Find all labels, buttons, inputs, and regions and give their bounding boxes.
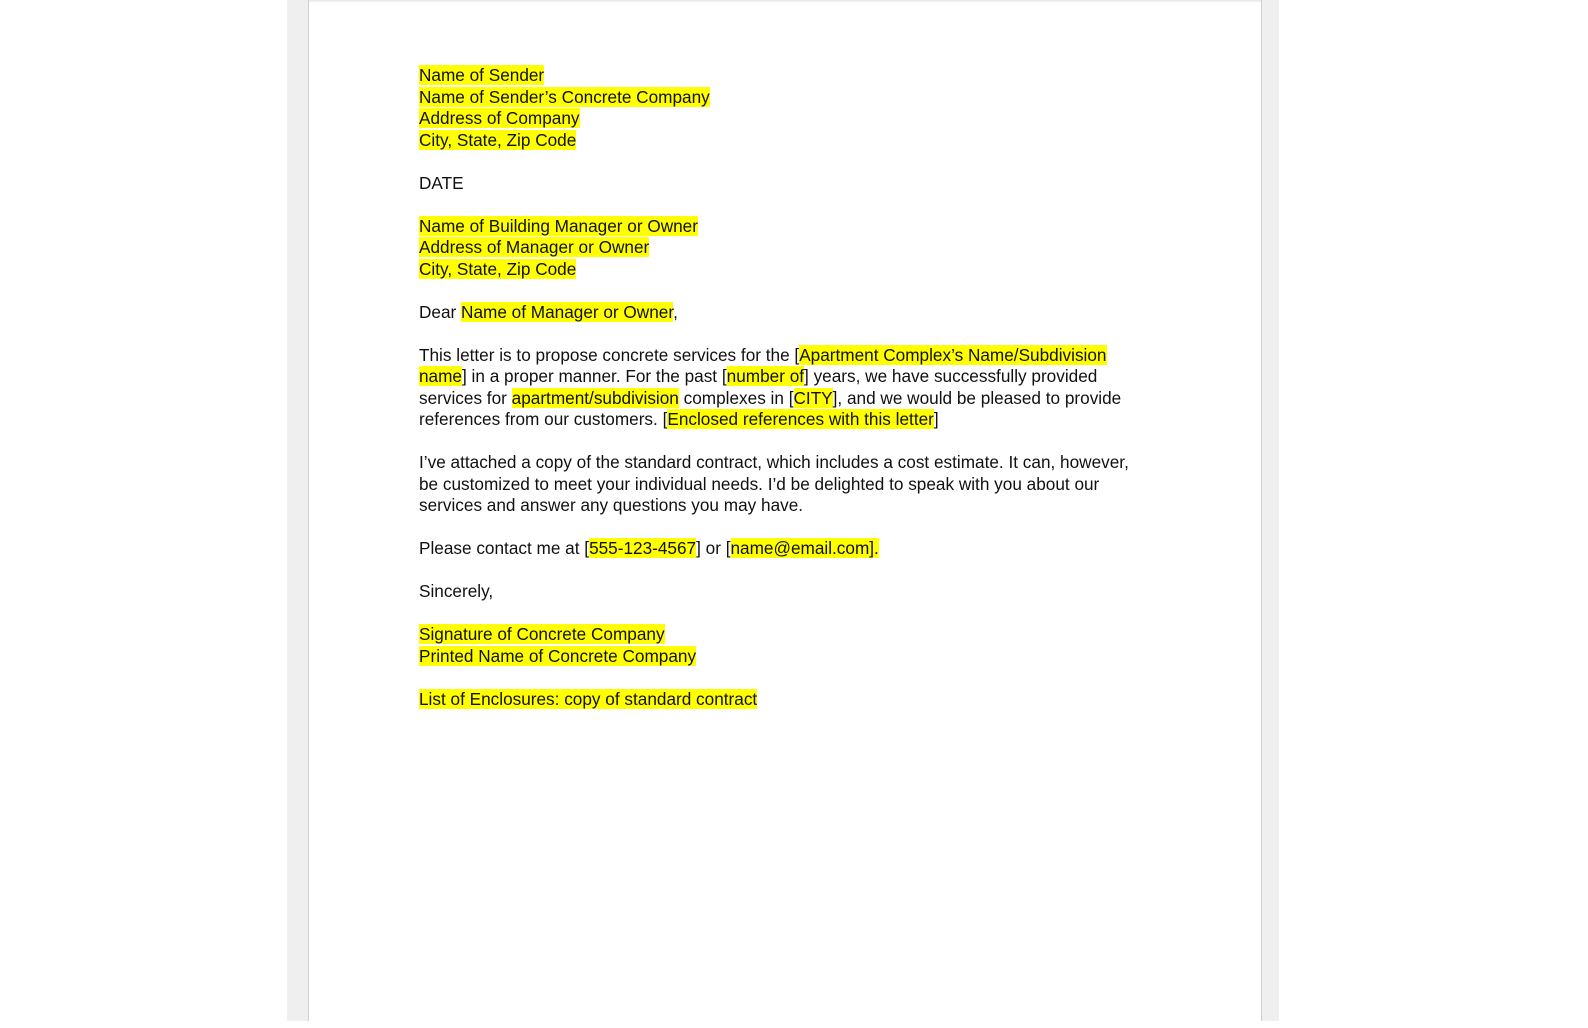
- salutation-name: Name of Manager or Owner: [461, 301, 674, 322]
- date: DATE: [419, 172, 464, 193]
- contact-phone: 555-123-4567: [589, 538, 697, 558]
- p1-text-3: ] years, we have successfully provided services for: [419, 366, 1098, 408]
- paragraph-proposal: [419, 345, 1149, 431]
- p1-number-of-years: number of: [726, 366, 805, 386]
- signature-block: [419, 624, 1149, 667]
- p1-complex-name: Apartment Complex’s Name/Subdivision name: [419, 344, 1107, 386]
- sender-name: Name of Sender: [419, 65, 545, 85]
- p1-city: CITY: [793, 387, 833, 408]
- contact-email: name@email.com].: [730, 538, 879, 558]
- salutation-suffix: ,: [673, 301, 678, 322]
- printed-name: Printed Name of Concrete Company: [419, 645, 697, 666]
- page-shadow: [309, 0, 1261, 3]
- p1-text-2: ] in a proper manner. For the past [: [462, 366, 727, 386]
- sender-block: [419, 65, 1149, 151]
- enclosures-text: List of Enclosures: copy of standard contract: [419, 688, 758, 709]
- sender-address: Address of Company: [419, 108, 580, 128]
- page-frame: [287, 0, 1279, 1021]
- closing-text: Sincerely,: [419, 581, 494, 601]
- recipient-city: City, State, Zip Code: [419, 258, 577, 279]
- signature-line: Signature of Concrete Company: [419, 624, 665, 644]
- p1-text-1: This letter is to propose concrete services for the [: [419, 344, 800, 365]
- closing: [419, 581, 1149, 603]
- salutation-prefix: Dear: [419, 301, 462, 322]
- sender-company: Name of Sender’s Concrete Company: [419, 86, 710, 107]
- sender-city: City, State, Zip Code: [419, 129, 577, 150]
- enclosures: [419, 689, 1149, 711]
- paragraph-contract: I’ve attached a copy of the standard contract, which includes a cost estimate. It can, however, be customized to meet your individual needs. I’d be delighted to speak with you about our services and answer any questions you may have.: [419, 452, 1129, 515]
- recipient-block: [419, 216, 1149, 281]
- contact-line: [419, 538, 1149, 560]
- p1-text-5: ], and we would be pleased to provide references from our customers. [: [419, 387, 1122, 429]
- recipient-address: Address of Manager or Owner: [419, 237, 650, 257]
- document-page: [308, 0, 1262, 1021]
- p1-complex-type: apartment/subdivision: [511, 387, 679, 408]
- contact-prefix: Please contact me at [: [419, 538, 590, 558]
- date-line: [419, 173, 1149, 195]
- p1-enclosed-references: Enclosed references with this letter: [667, 409, 934, 429]
- p1-text-4: complexes in [: [678, 387, 794, 408]
- contact-middle: ] or [: [696, 538, 731, 558]
- recipient-name: Name of Building Manager or Owner: [419, 215, 698, 236]
- p1-text-6: ]: [933, 409, 939, 429]
- letter-body: [419, 65, 1149, 732]
- salutation: [419, 302, 1149, 324]
